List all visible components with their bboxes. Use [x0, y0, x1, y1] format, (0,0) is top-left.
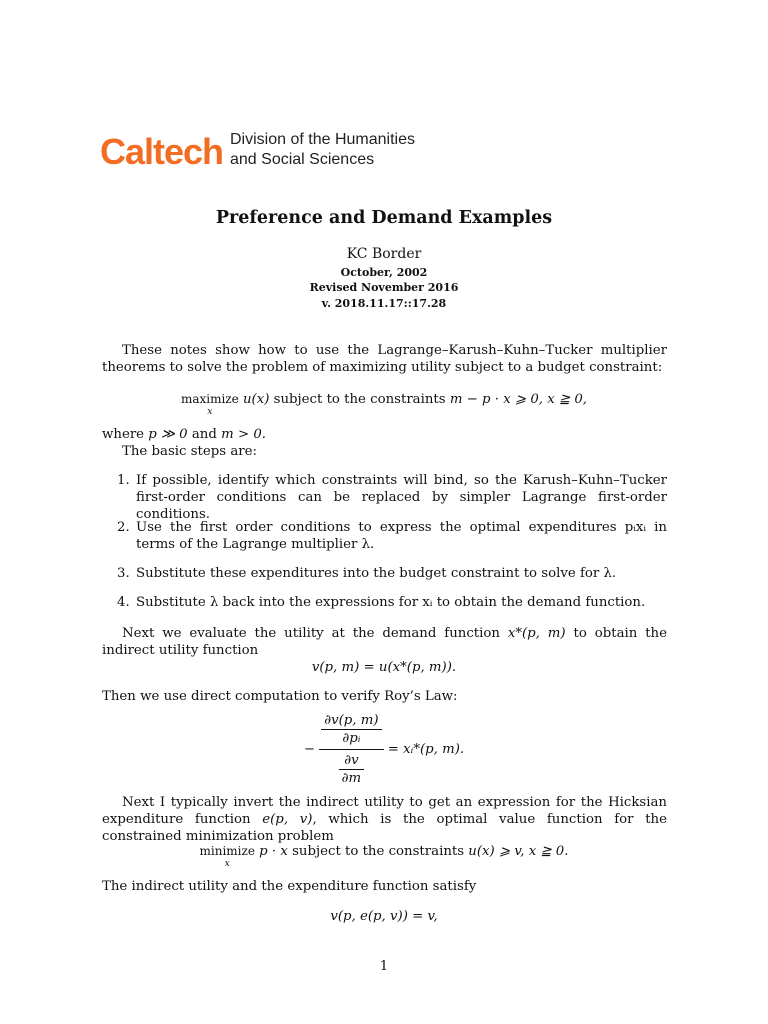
minimize-objective: p · x — [259, 844, 288, 859]
where-cond-2: m > 0. — [221, 427, 267, 442]
division-line-2: and Social Sciences — [230, 151, 375, 168]
version: v. 2018.11.17::17.28 — [321, 297, 447, 310]
hicksian-paragraph — [102, 794, 667, 845]
revised-date: Revised November 2016 — [309, 281, 459, 294]
demand-function-term: x*(p, m) — [507, 626, 566, 641]
roy-num-top: ∂v(p, m) — [321, 712, 381, 730]
list-item — [117, 565, 667, 582]
step-number: 2. — [117, 520, 130, 535]
next-text-2: to obtain the indirect utility function — [102, 626, 667, 658]
roys-law-equation — [0, 712, 768, 787]
author: KC Border — [346, 246, 422, 262]
list-item — [117, 472, 667, 523]
basic-steps-line: The basic steps are: — [122, 444, 257, 459]
where-cond-1: p ≫ 0 — [148, 427, 188, 442]
duality-formula: v(p, e(p, v)) = v, — [330, 909, 438, 924]
roy-intro: Then we use direct computation to verify Roy’s Law: — [102, 689, 458, 704]
maximize-operator: maximize — [180, 392, 239, 406]
where-and: and — [191, 427, 217, 442]
roy-minus: − — [303, 742, 315, 757]
roy-numerator — [321, 712, 381, 747]
step-text: If possible, identify which constraints will bind, so the Karush–Kuhn–Tucker first-order conditions can be replaced by simpler Lagrange first-order conditions. — [136, 473, 667, 522]
maximize-subscript: x — [207, 407, 213, 417]
caltech-logo: Caltech — [100, 131, 224, 172]
hicks-text-1: Next I typically invert the indirect utility to get an expression for the Hicksian expenditure function — [102, 795, 667, 827]
maximize-constraints: m − p · x ⩾ 0, x ≧ 0, — [449, 392, 588, 407]
step-text: Substitute λ back into the expressions for xᵢ to obtain the demand function. — [136, 595, 646, 610]
division-name — [230, 130, 415, 170]
where-line — [102, 426, 667, 443]
step-number: 1. — [117, 473, 130, 488]
where-word: where — [102, 427, 145, 442]
hicks-text-2: , which is the optimal value function for the constrained minimization problem — [102, 812, 667, 844]
list-item — [117, 594, 667, 611]
roy-num-bottom: ∂pᵢ — [342, 731, 361, 746]
roy-denominator — [339, 752, 364, 787]
roy-fraction — [319, 712, 383, 787]
maximize-subject: subject to the constraints — [273, 392, 446, 407]
page-number: 1 — [379, 959, 389, 974]
satisfy-line: The indirect utility and the expenditure function satisfy — [102, 879, 477, 894]
roy-den-bottom: ∂m — [341, 771, 362, 786]
indirect-utility-formula: v(p, m) = u(x*(p, m)). — [311, 660, 457, 675]
date: October, 2002 — [340, 266, 428, 279]
intro-paragraph: These notes show how to use the Lagrange–Karush–Kuhn–Tucker multiplier theorems to solve the problem of maximizing utility subject to a budget constraint: — [102, 343, 667, 375]
minimize-subject: subject to the constraints — [292, 844, 465, 859]
roy-den-top: ∂v — [339, 752, 364, 770]
list-item — [117, 519, 667, 553]
indirect-utility-equation — [0, 659, 768, 676]
step-number: 3. — [117, 566, 130, 581]
duality-equation — [0, 908, 768, 925]
minimize-constraints: u(x) ⩾ v, x ≧ 0. — [468, 844, 569, 859]
maximize-equation — [0, 391, 768, 416]
minimize-equation — [0, 843, 768, 868]
step-number: 4. — [117, 595, 130, 610]
expenditure-function-term: e(p, v) — [262, 812, 313, 827]
step-text: Substitute these expenditures into the budget constraint to solve for λ. — [136, 566, 617, 581]
next-text-1: Next we evaluate the utility at the demand function — [122, 626, 500, 641]
division-line-1: Division of the Humanities — [230, 131, 415, 148]
indirect-utility-paragraph — [102, 625, 667, 659]
minimize-operator: minimize — [199, 844, 255, 858]
paper-title: Preference and Demand Examples — [215, 208, 553, 228]
step-text: Use the first order conditions to express the optimal expenditures pᵢxᵢ in terms of the Lagrange multiplier λ. — [136, 520, 667, 552]
maximize-objective: u(x) — [242, 392, 270, 407]
minimize-subscript: x — [224, 859, 230, 869]
roy-rhs: = xᵢ*(p, m). — [387, 742, 465, 757]
